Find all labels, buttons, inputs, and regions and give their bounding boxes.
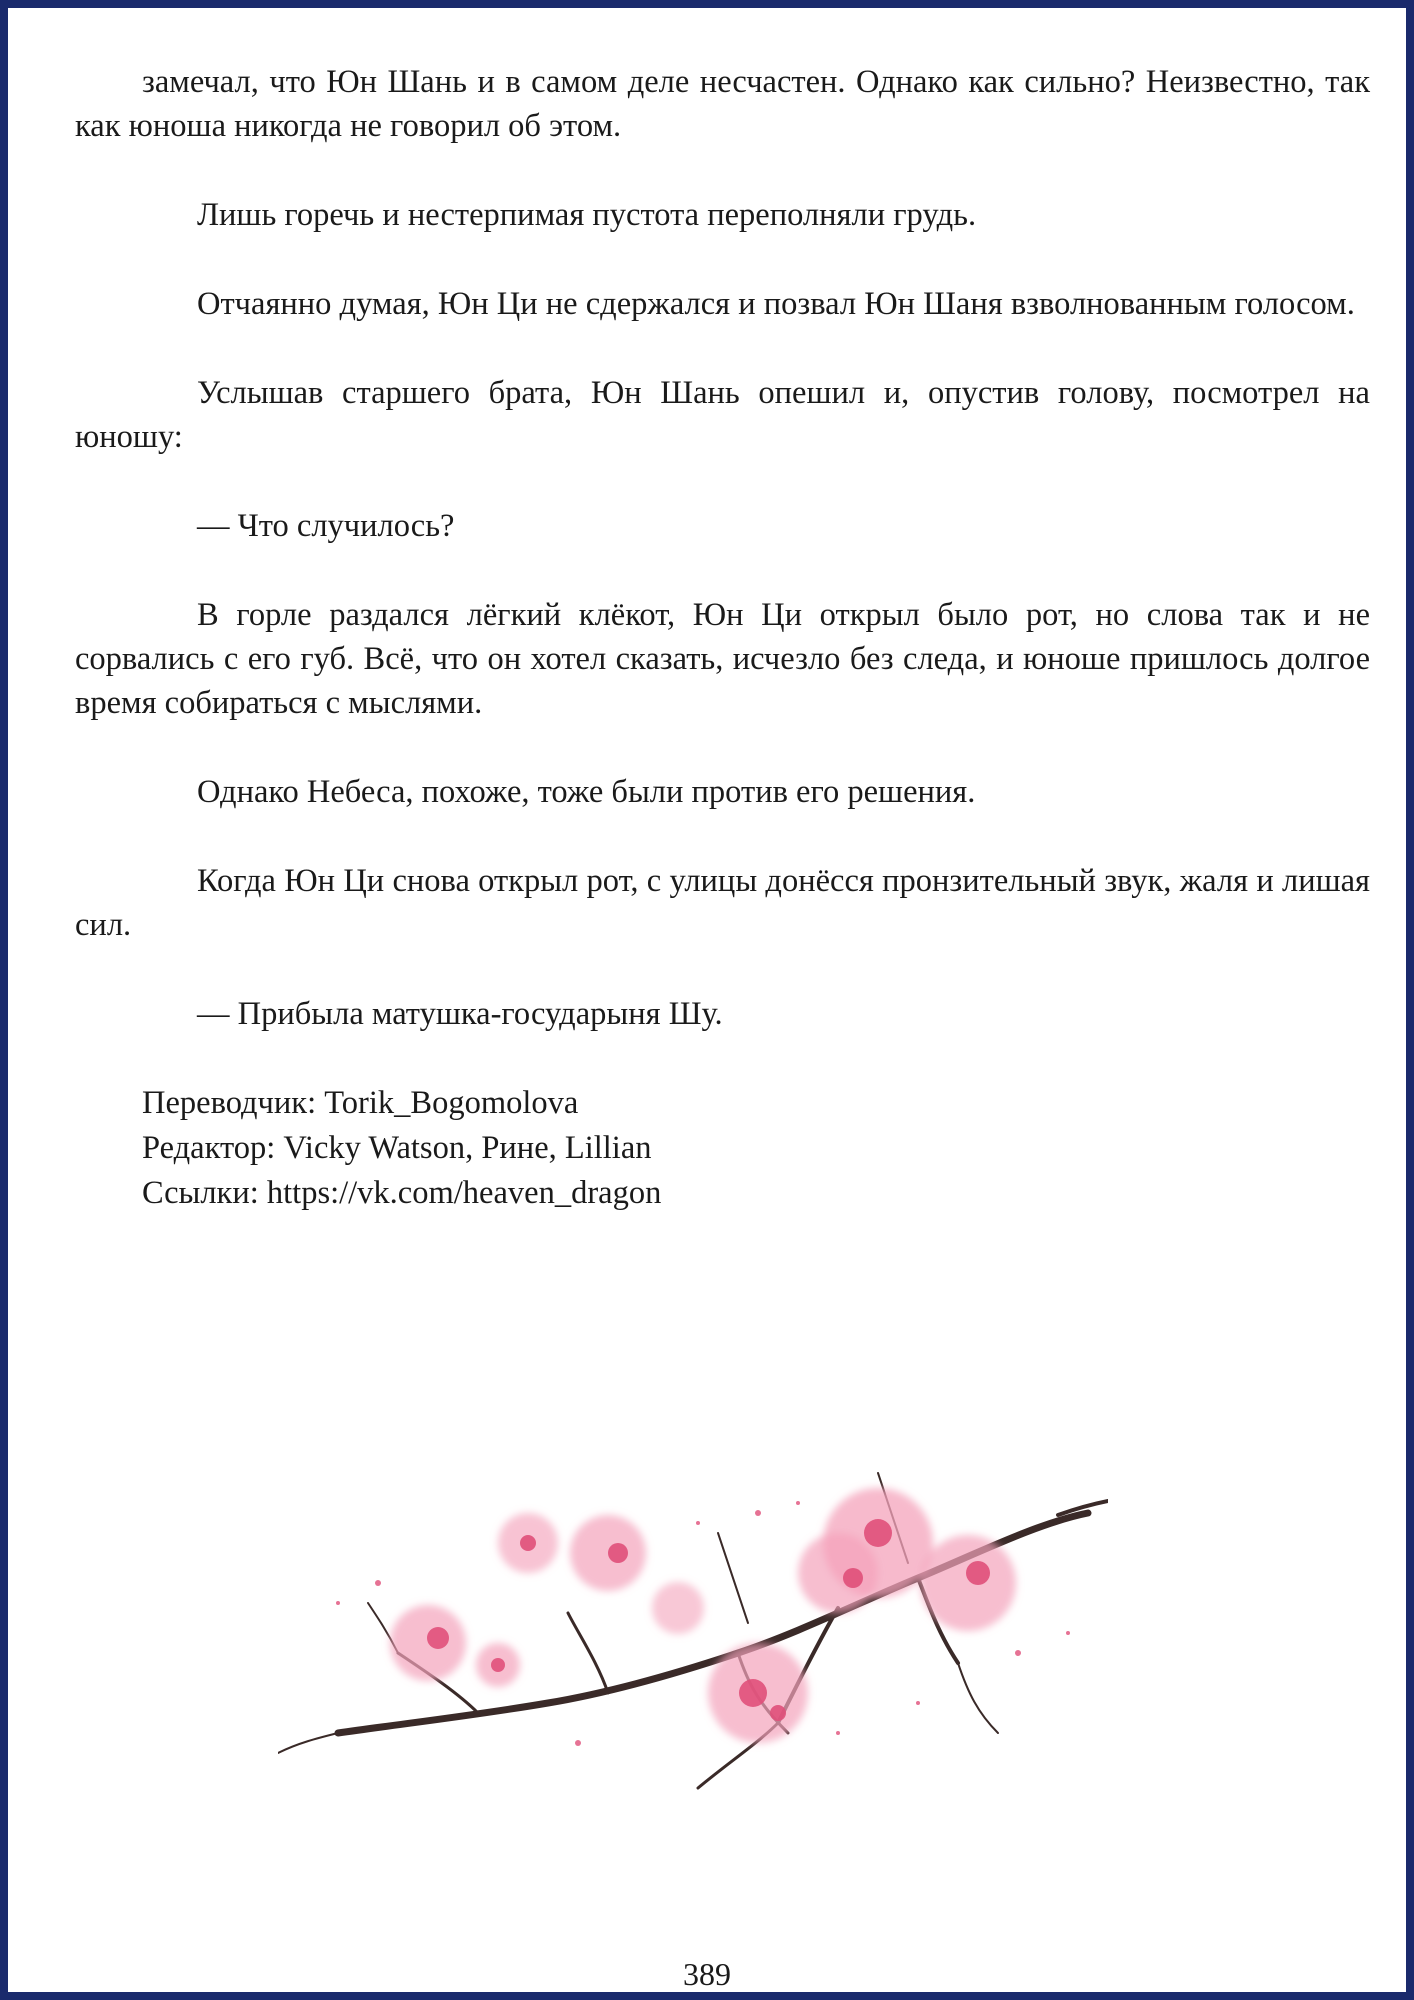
paragraph: Отчаянно думая, Юн Ци не сдержался и позвал Юн Шаня взволнованным голосом. xyxy=(197,286,1355,322)
cherry-blossom-branch-icon xyxy=(278,1403,1108,1803)
paragraph: Когда Юн Ци снова открыл рот, с улицы донёсся пронзительный звук, жаля и лишая сил. xyxy=(75,863,1370,943)
dialogue-line: — Прибыла матушка-государыня Шу. xyxy=(197,996,723,1032)
paragraph: Услышав старшего брата, Юн Шань опешил и, опустив голову, посмотрел на юношу: xyxy=(75,375,1370,455)
credit-translator: Переводчик: Torik_Bogomolova xyxy=(142,1085,579,1121)
paragraph: Однако Небеса, похоже, тоже были против его решения. xyxy=(197,774,976,810)
credit-editor: Редактор: Vicky Watson, Рине, Lillian xyxy=(142,1130,652,1166)
credits xyxy=(75,1081,1370,1216)
body-text xyxy=(75,60,1370,1216)
credit-links: Ссылки: https://vk.com/heaven_dragon xyxy=(142,1175,662,1211)
paragraph: В горле раздался лёгкий клёкот, Юн Ци открыл было рот, но слова так и не сорвались с его губ. Всё, что он хотел сказать, исчезло без следа, и юноше пришлось долгое время собираться с мыслями. xyxy=(75,597,1370,721)
dialogue-line: — Что случилось? xyxy=(197,508,455,544)
paragraph: замечал, что Юн Шань и в самом деле несчастен. Однако как сильно? Неизвестно, так как юноша никогда не говорил об этом. xyxy=(75,64,1370,144)
paragraph: Лишь горечь и нестерпимая пустота переполняли грудь. xyxy=(197,197,977,233)
page-number: 389 xyxy=(683,1956,731,1992)
